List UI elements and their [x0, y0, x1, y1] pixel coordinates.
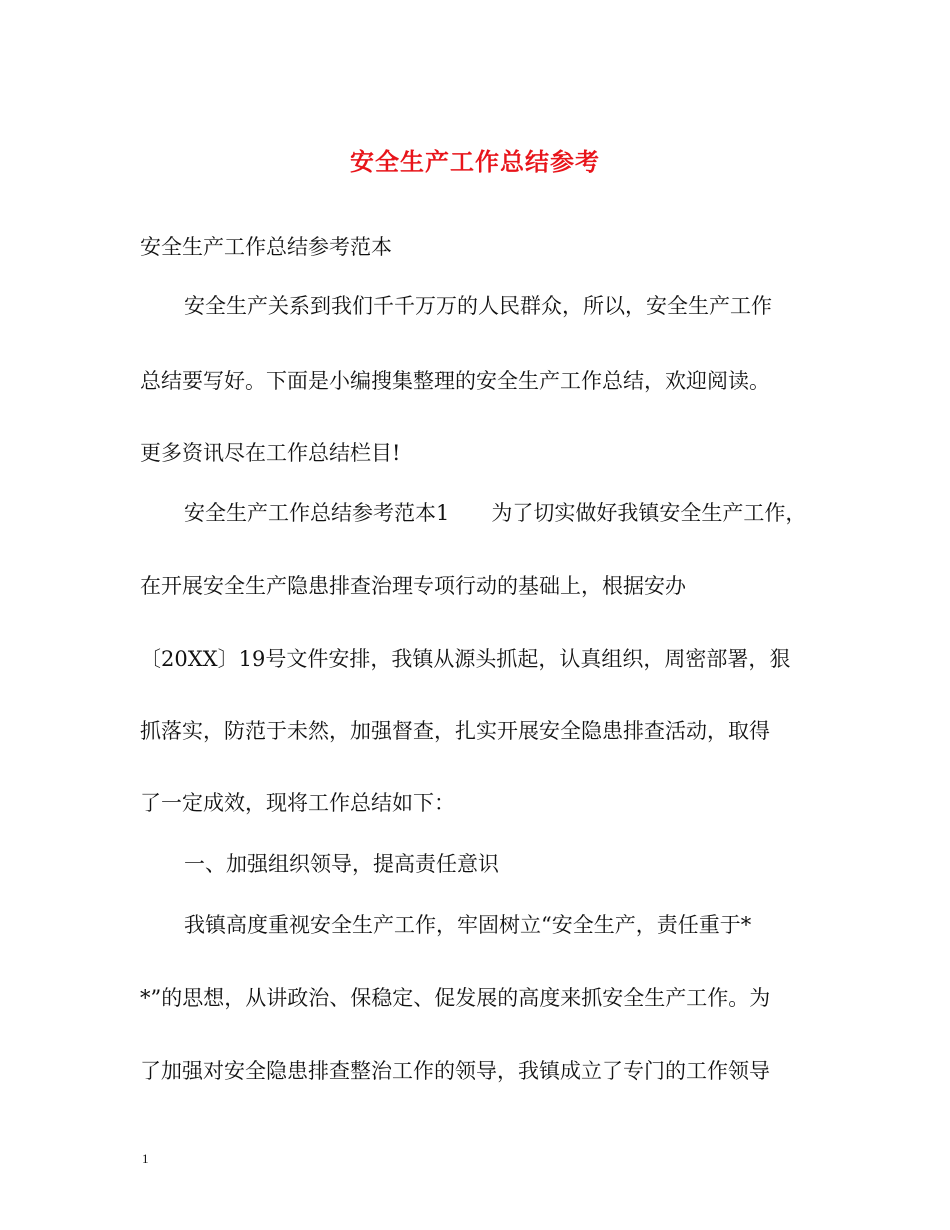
- body-line: 在开展安全生产隐患排查治理专项行动的基础上，根据安办: [140, 574, 686, 598]
- body-line: 安全生产工作总结参考范本1 为了切实做好我镇安全生产工作，: [184, 501, 807, 525]
- document-title: 安全生产工作总结参考: [350, 147, 600, 176]
- body-line: 了加强对安全隐患排查整治工作的领导，我镇成立了专门的工作领导: [140, 1059, 770, 1083]
- body-line: 总结要写好。下面是小编搜集整理的安全生产工作总结，欢迎阅读。: [140, 369, 770, 393]
- body-line: 〔20XX〕19号文件安排，我镇从源头抓起，认真组织，周密部署，狠: [140, 647, 791, 671]
- body-line: 了一定成效，现将工作总结如下：: [140, 791, 455, 815]
- section-heading: 一、加强组织领导，提高责任意识: [184, 852, 499, 876]
- body-line: 安全生产关系到我们千千万万的人民群众，所以，安全生产工作: [184, 294, 772, 318]
- body-line: *”的思想，从讲政治、保稳定、促发展的高度来抓安全生产工作。为: [140, 986, 771, 1010]
- body-line: 我镇高度重视安全生产工作，牢固树立“安全生产，责任重于*: [184, 913, 752, 937]
- body-line: 抓落实，防范于未然，加强督查，扎实开展安全隐患排查活动，取得: [140, 719, 770, 743]
- subtitle-line: 安全生产工作总结参考范本: [140, 235, 392, 259]
- body-line: 更多资讯尽在工作总结栏目!: [140, 441, 401, 465]
- page-number: 1: [142, 1151, 149, 1166]
